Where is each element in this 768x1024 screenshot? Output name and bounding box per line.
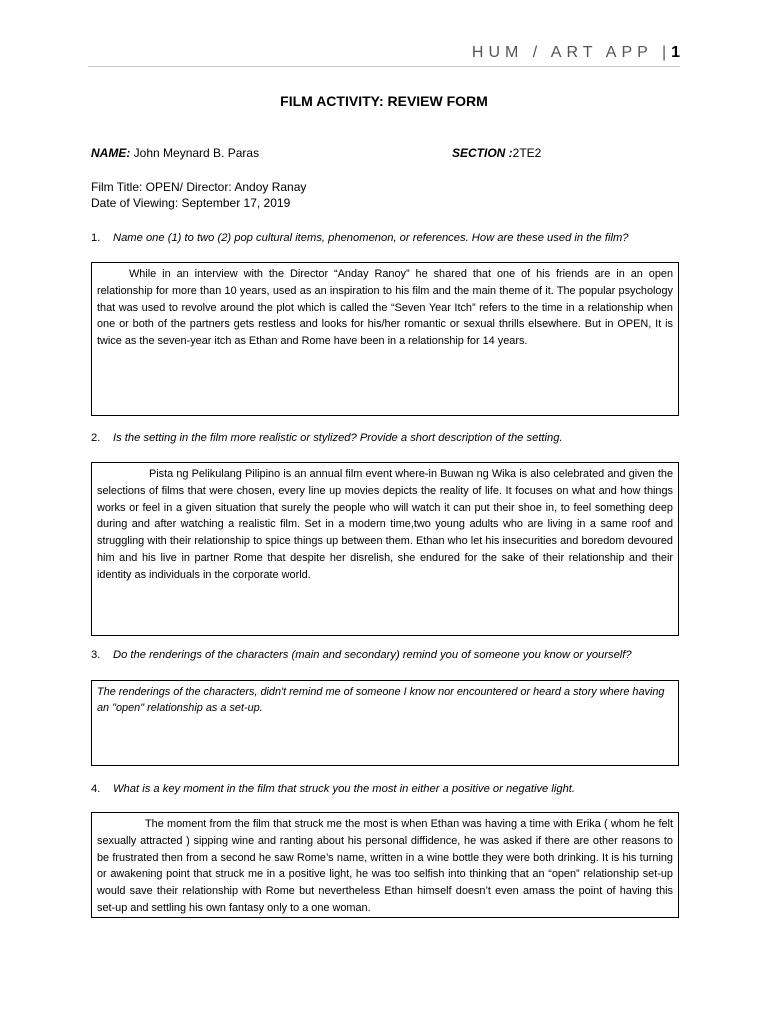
answer-text: The renderings of the characters, didn't remind me of someone I know nor encountered or heard a story where having an "open" relationship as a set-up. [97,686,665,715]
question-text: Do the renderings of the characters (main and secondary) remind you of someone you know or yourself? [113,649,632,661]
page-number: 1 [671,44,680,61]
answer-text: While in an interview with the Director “Anday Ranoy” he shared that one of his friends are in an open relationship for more than 10 years, used as an inspiration to his film and the main theme of it. The popular psychology that was used to revolve around the plot which is called the “Seven Year Itch” refers to the time in a relationship when one or both of the partners gets restless and looks for his/her romantic or sexual thrills elsewhere. But in OPEN, It is twice as the seven-year itch as Ethan and Rome have been in a relationship for 14 years. [97,268,673,348]
page-header [472,44,680,62]
answer-box-2 [91,462,679,636]
form-title: FILM ACTIVITY: REVIEW FORM [280,93,488,109]
header-text: HUM / ART APP | [471,44,672,61]
section-line [452,146,541,160]
name-value: John Meynard B. Paras [133,146,260,160]
answer-box-4 [91,812,679,918]
date-of-viewing-line: Date of Viewing: September 17, 2019 [91,196,291,210]
header-rule [88,66,680,67]
question-text: What is a key moment in the film that struck you the most in either a positive or negative light. [113,783,576,795]
section-value: 2TE2 [512,146,542,160]
question-number: 3. [91,649,101,661]
answer-text: The moment from the film that struck me the most is when Ethan was having a time with Erika ( whom he felt sexually attracted ) sipping wine and ranting about his personal diffidence, he was asked if there are other reasons to be frustrated then from a second he saw Rome’s name, written in a wine bottle they were both drinking. It is his turning or awakening point that struck me in a positive light, he was too selfish into thinking that an “open” relationship set-up would save their relationship with Rome but nevertheless Ethan himself doesn’t even amass the point of having this set-up and settling his own fantasy only to a one woman. [97,818,673,914]
question-2 [91,432,691,444]
name-line [91,146,259,160]
question-1 [91,232,691,244]
section-label: SECTION : [452,146,513,160]
answer-text: Pista ng Pelikulang Pilipino is an annual film event where-in Buwan ng Wika is also celebrated and given the selections of films that were chosen, every line up movies depicts the reality of life. It focuses on what and how things works or feel in a given situation that surely the people who will watch it can put their shoe in, to feel something deep during and after watching a realistic film. Set in a modern time,two young adults who are living in a same roof and struggling with their relationship to spice things up between them. Ethan who let his insecurities and boredom devoured him and his live in partner Rome that despite her disrelish, she endured for the sake of their relationship and their identity as individuals in the corporate world. [97,468,673,581]
question-3 [91,649,691,661]
question-number: 4. [91,783,101,795]
question-number: 2. [91,432,101,444]
answer-box-3 [91,680,679,766]
question-text: Name one (1) to two (2) pop cultural items, phenomenon, or references. How are these used in the film? [113,232,629,244]
question-4 [91,783,691,795]
question-text: Is the setting in the film more realistic or stylized? Provide a short description of the setting. [113,432,563,444]
name-label: NAME: [91,146,131,160]
film-title-line: Film Title: OPEN/ Director: Andoy Ranay [91,180,307,194]
answer-box-1 [91,262,679,416]
question-number: 1. [91,232,101,244]
